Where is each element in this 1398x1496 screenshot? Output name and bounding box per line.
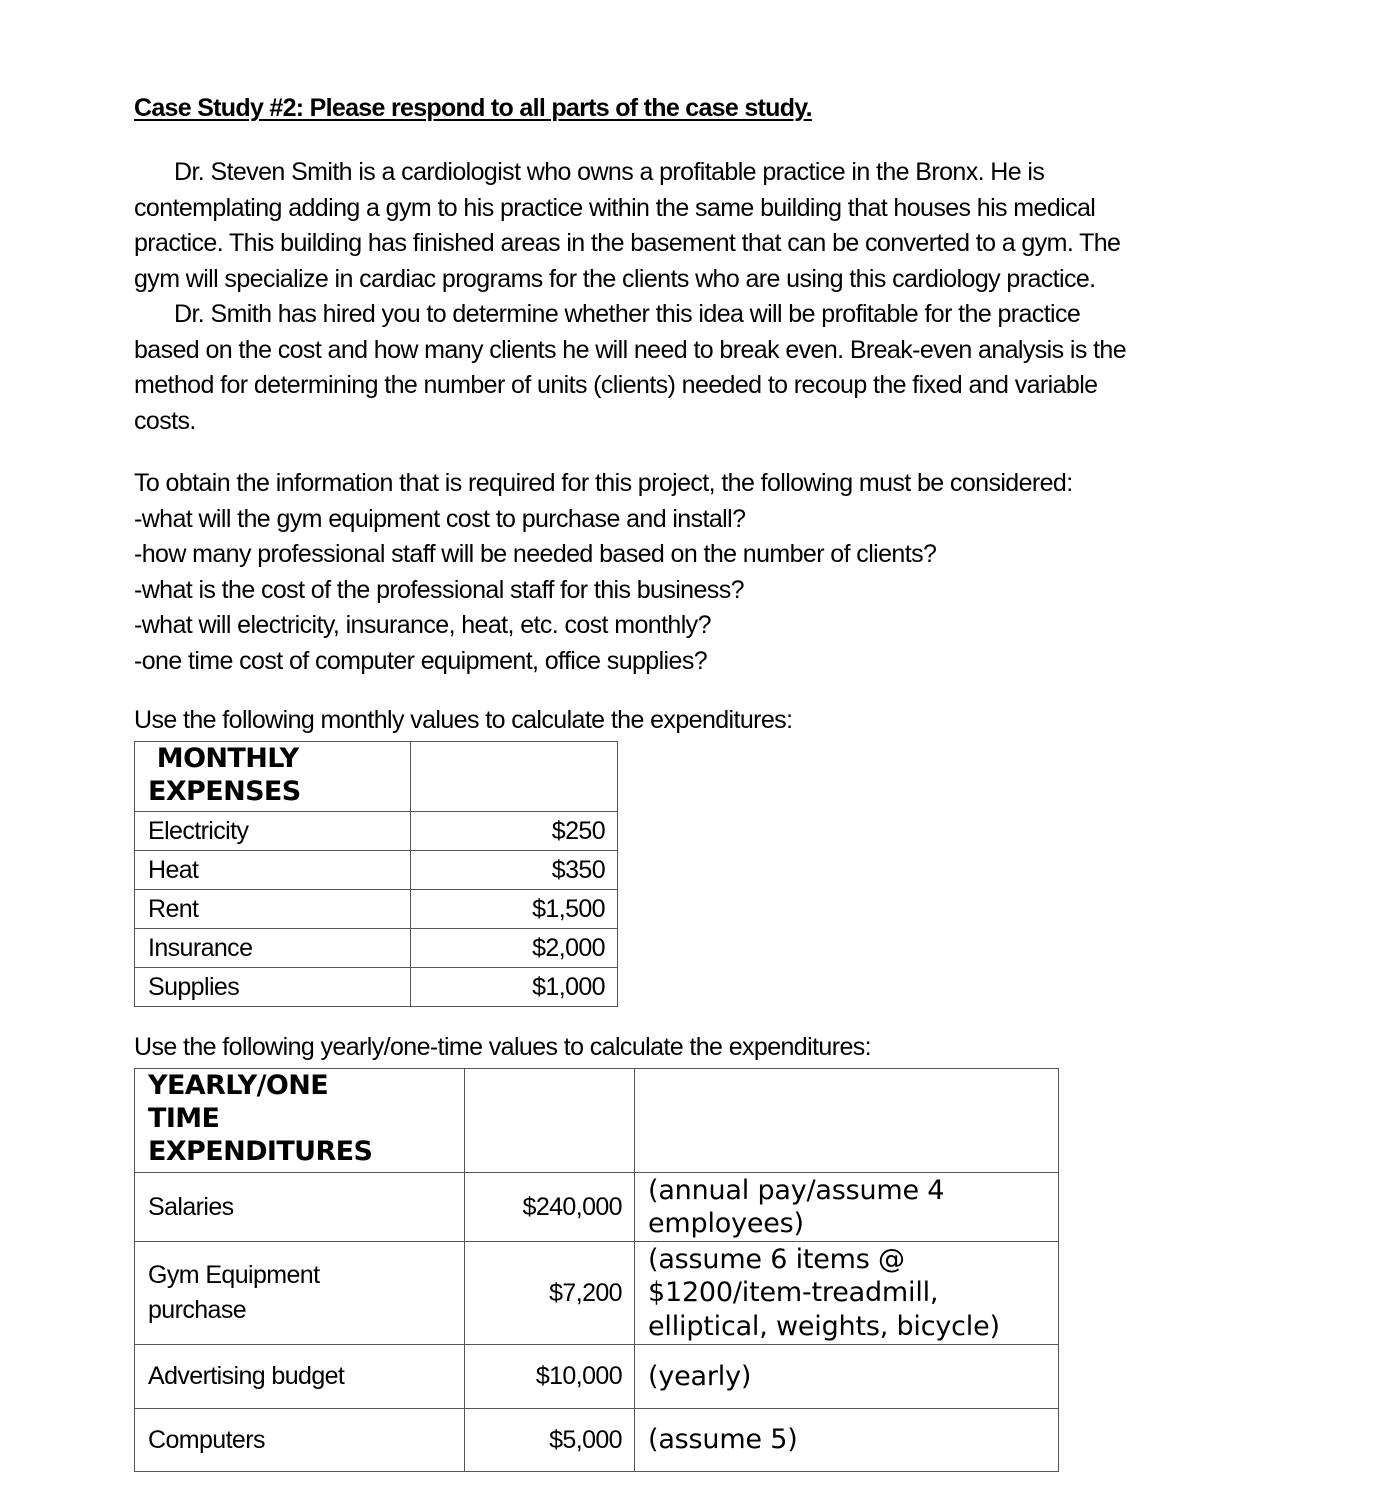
expenditure-amount: $240,000	[465, 1173, 635, 1242]
note-text: $1200/item-treadmill,	[648, 1277, 939, 1309]
expense-label: Heat	[135, 851, 411, 890]
note-text: elliptical, weights, bicycle)	[648, 1310, 1000, 1342]
table-row	[135, 929, 618, 968]
text-line	[134, 155, 1264, 191]
text-line: based on the cost and how many clients he will need to break even. Break-even analysis is the	[134, 335, 1127, 364]
expenditure-label: Salaries	[135, 1173, 465, 1242]
expenditure-note: (yearly)	[635, 1345, 1059, 1409]
table-header-cell	[135, 742, 411, 812]
table-header-cell	[135, 1069, 465, 1173]
expenditure-label: Advertising budget	[135, 1345, 465, 1409]
table-row	[135, 968, 618, 1007]
monthly-caption: Use the following monthly values to calculate the expenditures:	[134, 706, 793, 734]
expense-label: Rent	[135, 890, 411, 929]
monthly-expenses-table	[134, 741, 618, 1007]
table-row	[135, 812, 618, 851]
consideration-item: -one time cost of computer equipment, office supplies?	[134, 646, 708, 675]
expense-amount: $1,500	[411, 890, 618, 929]
table-header-row	[135, 742, 618, 812]
yearly-caption: Use the following yearly/one-time values to calculate the expenditures:	[134, 1033, 871, 1061]
paragraph-task	[134, 297, 1264, 439]
table-header-cell-empty	[465, 1069, 635, 1173]
text-line: practice. This building has finished areas in the basement that can be converted to a gym. The	[134, 229, 1121, 257]
paragraph-intro	[134, 155, 1264, 297]
consideration-item: -what will the gym equipment cost to purchase and install?	[134, 504, 746, 533]
table-header-row	[135, 1069, 1059, 1173]
header-text: MONTHLY	[148, 743, 299, 774]
expenditure-note: (assume 5)	[635, 1409, 1059, 1472]
consideration-item: -how many professional staff will be needed based on the number of clients?	[134, 540, 937, 568]
expenditure-label: Computers	[135, 1409, 465, 1472]
table-header-cell-empty	[635, 1069, 1059, 1173]
expense-label: Supplies	[135, 968, 411, 1007]
table-row	[135, 1409, 1059, 1472]
expense-amount: $2,000	[411, 929, 618, 968]
header-text: EXPENDITURES	[148, 1136, 373, 1167]
header-text: YEARLY/ONE	[148, 1070, 329, 1101]
expense-amount: $1,000	[411, 968, 618, 1007]
note-text: (assume 6 items @	[648, 1243, 905, 1275]
considerations-list	[134, 466, 1264, 679]
expense-amount: $250	[411, 812, 618, 851]
expenditure-label	[135, 1242, 465, 1345]
label-text: Gym Equipment	[148, 1261, 320, 1289]
expense-label: Insurance	[135, 929, 411, 968]
text-line: method for determining the number of units (clients) needed to recoup the fixed and variable	[134, 371, 1098, 399]
expenditure-amount: $10,000	[465, 1345, 635, 1409]
expenditure-amount: $7,200	[465, 1242, 635, 1345]
header-text: EXPENSES	[148, 776, 301, 807]
label-text: purchase	[148, 1296, 247, 1324]
note-text: employees)	[648, 1208, 804, 1239]
text-line: costs.	[134, 406, 196, 435]
note-text: (annual pay/assume 4	[648, 1174, 945, 1206]
case-study-title: Case Study #2: Please respond to all parts of the case study.	[134, 94, 812, 122]
table-row	[135, 1173, 1059, 1242]
table-row	[135, 851, 618, 890]
considerations-intro: To obtain the information that is required for this project, the following must be considered:	[134, 469, 1073, 497]
table-row	[135, 1242, 1059, 1345]
yearly-expenditures-table	[134, 1068, 1059, 1472]
expenditure-amount: $5,000	[465, 1409, 635, 1472]
text-line: gym will specialize in cardiac programs for the clients who are using this cardiology practice.	[134, 264, 1096, 293]
expenditure-note	[635, 1173, 1059, 1242]
text-line-content: Dr. Steven Smith is a cardiologist who owns a profitable practice in the Bronx. He is	[174, 158, 1045, 186]
table-row	[135, 1345, 1059, 1409]
expense-amount: $350	[411, 851, 618, 890]
expense-label: Electricity	[135, 812, 411, 851]
table-row	[135, 890, 618, 929]
text-line	[134, 297, 1264, 333]
consideration-item: -what is the cost of the professional staff for this business?	[134, 575, 744, 604]
header-text: TIME	[148, 1103, 220, 1134]
text-line-content: Dr. Smith has hired you to determine whether this idea will be profitable for the practice	[174, 300, 1081, 328]
expenditure-note	[635, 1242, 1059, 1345]
table-header-cell-empty	[411, 742, 618, 812]
text-line: contemplating adding a gym to his practice within the same building that houses his medical	[134, 193, 1096, 222]
consideration-item: -what will electricity, insurance, heat, etc. cost monthly?	[134, 611, 711, 639]
